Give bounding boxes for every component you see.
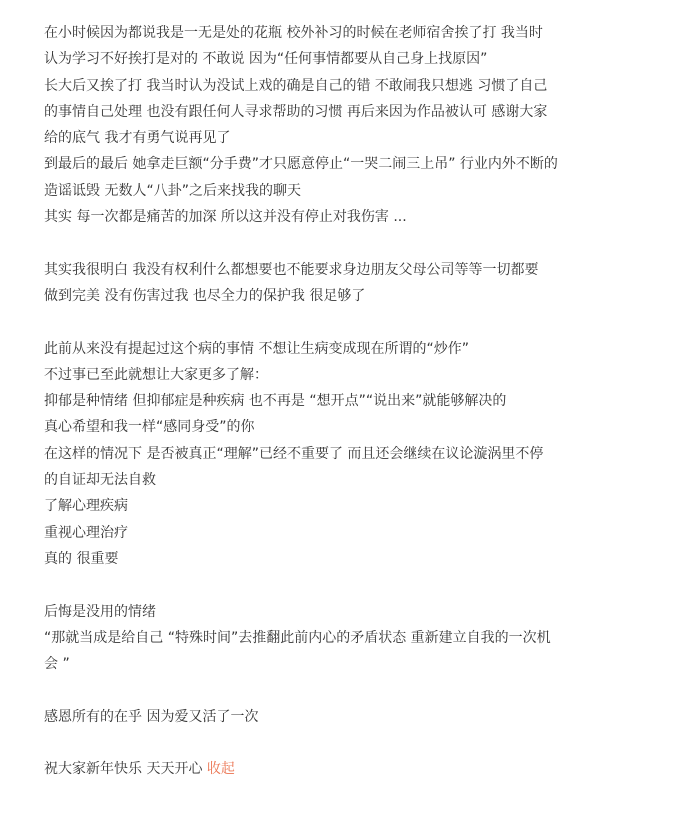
post-line: 认为学习不好挨打是对的 不敢说 因为“任何事情都要从自己身上找原因” xyxy=(44,51,488,68)
post-line: 不过事已至此就想让大家更多了解： xyxy=(44,366,268,383)
post-last-line xyxy=(44,756,684,782)
post-line: 给的底气 我才有勇气说再见了 xyxy=(44,130,231,147)
post-line: 造谣诋毁 无数人“八卦”之后来找我的聊天 xyxy=(44,182,301,199)
post-line: 此前从来没有提起过这个病的事情 不想让生病变成现在所谓的“炒作” xyxy=(44,340,469,357)
post-line: 其实我很明白 我没有权利什么都想要也不能要求身边朋友父母公司等等一切都要 xyxy=(44,261,539,278)
paragraph-gap xyxy=(44,730,684,756)
post-line: 感恩所有的在乎 因为爱又活了一次 xyxy=(44,708,259,725)
post-line: 在这样的情况下 是否被真正“理解”已经不重要了 而且还会继续在议论漩涡里不停 xyxy=(44,445,544,462)
post-line: 后悔是没用的情绪 xyxy=(44,603,156,620)
post-line: 抑郁是种情绪 但抑郁症是种疾病 也不再是 “想开点”“说出来”就能够解决的 xyxy=(44,393,507,410)
post-line: 在小时候因为都说我是一无是处的花瓶 校外补习的时候在老师宿舍挨了打 我当时 xyxy=(44,25,543,41)
post-line: 的事情自己处理 也没有跟任何人寻求帮助的习惯 再后来因为作品被认可 感谢大家 xyxy=(44,103,548,120)
collapse-link[interactable]: 收起 xyxy=(206,761,235,778)
post-line: 会 ” xyxy=(44,656,70,673)
paragraph-gap xyxy=(44,309,684,335)
post-line: 长大后又挨了打 我当时认为没试上戏的确是自己的错 不敢闹我只想逃 习惯了自己 xyxy=(44,77,548,94)
post-line: 的自证却无法自救 xyxy=(44,472,156,489)
post-line: “那就当成是给自己 “特殊时间”去推翻此前内心的矛盾状态 重新建立自我的一次机 xyxy=(44,629,551,646)
post-line: 其实 每一次都是痛苦的加深 所以这并没有停止对我伤害 ... xyxy=(44,209,407,226)
post-line: 真的 很重要 xyxy=(44,550,119,567)
post-line: 到最后的最后 她拿走巨额“分手费”才只愿意停止“一哭二闹三上吊” 行业内外不断的 xyxy=(44,156,558,173)
post-line: 了解心理疾病 xyxy=(44,498,128,515)
post-line: 重视心理治疗 xyxy=(44,524,128,541)
paragraph-gap xyxy=(44,677,684,703)
paragraph-gap xyxy=(44,572,684,598)
post-line: 祝大家新年快乐 天天开心 xyxy=(44,761,203,778)
post-line: 做到完美 没有伤害过我 也尽全力的保护我 很足够了 xyxy=(44,287,366,304)
post-line: 真心希望和我一样“感同身受”的你 xyxy=(44,419,255,436)
post-body xyxy=(44,20,684,783)
paragraph-gap xyxy=(44,230,684,256)
